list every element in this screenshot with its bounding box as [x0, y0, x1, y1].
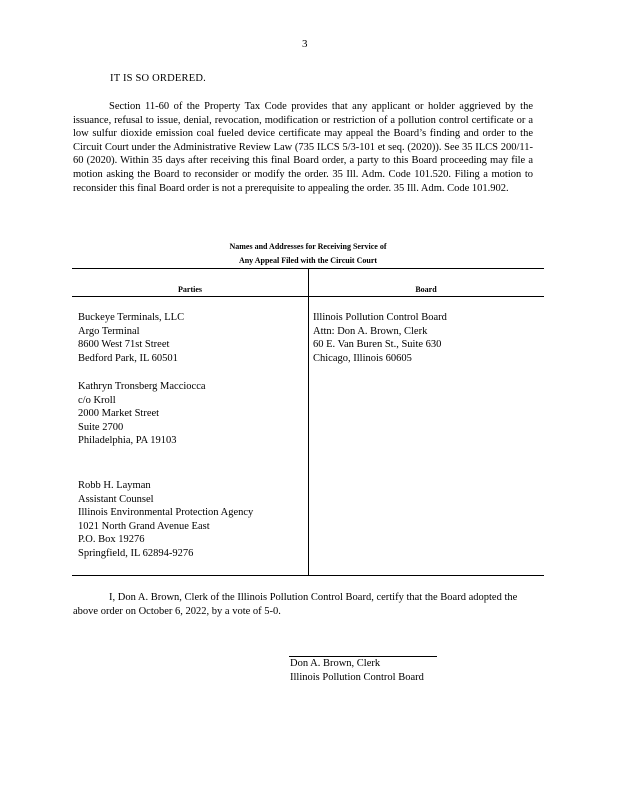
service-header-line2: Any Appeal Filed with the Circuit Court — [238, 256, 378, 265]
signature-block — [290, 657, 424, 684]
service-header-line1: Names and Addresses for Receiving Service of — [229, 242, 387, 251]
party-buckeye — [78, 311, 184, 365]
parties-column-header: Parties — [178, 285, 202, 294]
order-statement: IT IS SO ORDERED. — [110, 73, 206, 84]
page-number: 3 — [302, 38, 308, 50]
table-bottom-rule — [72, 575, 544, 576]
party-line: Assistant Counsel — [78, 493, 154, 505]
party-line: Illinois Environmental Protection Agency — [78, 507, 254, 519]
party-line: Philadelphia, PA 19103 — [78, 435, 177, 447]
board-line: Attn: Don A. Brown, Clerk — [313, 325, 428, 337]
signature-name: Don A. Brown, Clerk — [290, 658, 381, 669]
table-column-divider — [308, 268, 309, 575]
party-kroll — [78, 380, 206, 448]
board-line: 60 E. Van Buren St., Suite 630 — [313, 339, 442, 351]
appeal-paragraph — [73, 100, 533, 195]
party-line: 2000 Market Street — [78, 408, 160, 420]
party-line: Argo Terminal — [78, 325, 140, 337]
board-column-header: Board — [415, 285, 437, 294]
party-line: 8600 West 71st Street — [78, 339, 170, 351]
party-line: Suite 2700 — [78, 421, 124, 433]
party-iepa — [78, 479, 253, 561]
party-line: c/o Kroll — [78, 394, 116, 406]
party-line: Buckeye Terminals, LLC — [78, 312, 185, 323]
certification — [73, 591, 523, 618]
party-line: 1021 North Grand Avenue East — [78, 520, 210, 532]
party-line: Robb H. Layman — [78, 480, 151, 491]
party-line: P.O. Box 19276 — [78, 534, 145, 546]
board-line: Illinois Pollution Control Board — [313, 312, 447, 323]
party-line: Kathryn Tronsberg Macciocca — [78, 381, 206, 392]
board-address — [313, 311, 447, 365]
party-line: Bedford Park, IL 60501 — [78, 352, 178, 364]
board-line: Chicago, Illinois 60605 — [313, 352, 412, 364]
appeal-paragraph-text: Section 11-60 of the Property Tax Code provides that any applicant or holder aggrieved by the issuance, refusal to issue, denial, revocation, modification or restriction of a pollution control certificate or a low sulfur dioxide emission coal fueled device certificate may appeal the Board’s finding and order to the Circuit Court under the Administrative Review Law (735 ILCS 5/3-101 et seq. (2020)). See 35 ILCS 200/11-60 (2020). Within 35 days after receiving this final Board order, a party to this Board proceeding may file a motion asking the Board to reconsider or modify the order. 35 Ill. Adm. Code 101.520. Filing a motion to reconsider this final Board order is not a prerequisite to appealing the order. 35 Ill. Adm. Code 101.902. — [73, 101, 533, 194]
certification-text: I, Don A. Brown, Clerk of the Illinois Pollution Control Board, certify that the Board adopted the above order on October 6, 2022, by a vote of 5-0. — [73, 592, 518, 617]
signature-org: Illinois Pollution Control Board — [290, 671, 424, 683]
party-line: Springfield, IL 62894-9276 — [78, 547, 194, 559]
